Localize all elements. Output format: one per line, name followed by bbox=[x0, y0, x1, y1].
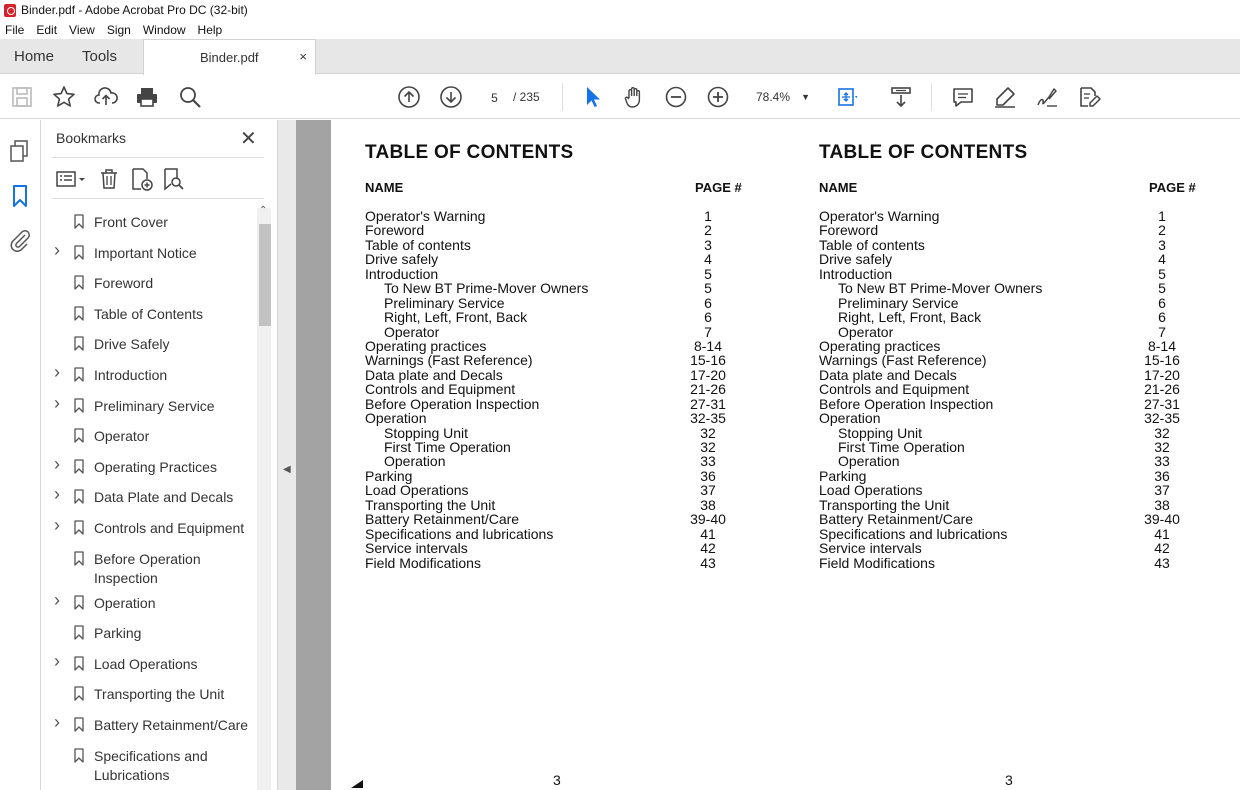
menu-file[interactable]: File bbox=[5, 22, 25, 37]
toc-entry bbox=[365, 483, 765, 497]
toc-entry-name: Service intervals bbox=[365, 540, 468, 557]
bookmark-label: Operating Practices bbox=[94, 458, 217, 475]
toc-entry-name: Operator bbox=[838, 323, 894, 340]
toc-entry bbox=[365, 281, 765, 295]
toc-entry-name: Right, Left, Front, Back bbox=[838, 309, 982, 326]
toc-entry bbox=[819, 339, 1219, 353]
toc-entry-page: 17-20 bbox=[690, 366, 726, 383]
expand-chevron-icon[interactable]: › bbox=[54, 453, 60, 474]
menu-edit[interactable]: Edit bbox=[36, 22, 58, 37]
bookmark-label: Drive Safely bbox=[94, 336, 170, 353]
toc-entry-name: Controls and Equipment bbox=[819, 381, 970, 398]
fit-page-icon[interactable] bbox=[834, 84, 860, 110]
toc-entry-page: 38 bbox=[1154, 496, 1170, 513]
toc-entry-name: Operator's Warning bbox=[819, 208, 940, 224]
bookmark-options-icon[interactable] bbox=[54, 166, 90, 192]
bookmark-label: Important Notice bbox=[94, 244, 197, 261]
find-bookmark-icon[interactable] bbox=[160, 166, 186, 192]
toc-entry-name: Battery Retainment/Care bbox=[365, 511, 520, 528]
toc-entry bbox=[819, 541, 1219, 555]
zoom-value: 78.4% bbox=[756, 90, 791, 104]
bookmark-item[interactable] bbox=[42, 619, 256, 650]
bookmark-icon bbox=[74, 367, 84, 382]
page-header: PAGE # bbox=[695, 180, 742, 195]
toc-entry-page: 27-31 bbox=[690, 395, 726, 412]
toc-entry-name: Warnings (Fast Reference) bbox=[819, 352, 987, 369]
toc-entry-name: Specifications and lubrications bbox=[819, 525, 1008, 542]
toc-entry-name: Operation bbox=[365, 410, 427, 427]
bookmark-item[interactable] bbox=[42, 589, 256, 620]
toc-entry-page: 42 bbox=[700, 540, 716, 557]
toc-entry bbox=[365, 440, 765, 454]
toc-entry-page: 6 bbox=[1158, 294, 1166, 311]
bookmark-item[interactable] bbox=[42, 514, 256, 545]
toc-entry-name: Parking bbox=[365, 467, 413, 484]
toc-entry bbox=[365, 512, 765, 526]
document-tab-label: Binder.pdf bbox=[200, 50, 259, 65]
toc-entry-name: Table of contents bbox=[365, 236, 471, 253]
toc-entry-name: Operator bbox=[384, 323, 440, 340]
bookmark-tools bbox=[54, 164, 192, 194]
toc-entry bbox=[819, 353, 1219, 367]
bookmark-label: Operation bbox=[94, 594, 156, 611]
toc-entry bbox=[365, 252, 765, 266]
page-header: PAGE # bbox=[1149, 180, 1196, 195]
expand-chevron-icon[interactable]: › bbox=[54, 392, 60, 413]
toc-entry bbox=[819, 397, 1219, 411]
toc-entry-page: 3 bbox=[704, 236, 712, 253]
bookmark-item[interactable] bbox=[42, 422, 256, 453]
tab-tools[interactable]: Tools bbox=[82, 48, 118, 65]
print-icon[interactable] bbox=[134, 84, 160, 110]
hand-icon[interactable] bbox=[621, 84, 647, 110]
toc-entry bbox=[365, 498, 765, 512]
bookmark-label: Battery Retainment/Care bbox=[94, 716, 249, 733]
toc-entry-page: 8-14 bbox=[1147, 337, 1177, 354]
toc-entry-name: Service intervals bbox=[819, 540, 922, 557]
bookmark-label: Data Plate and Decals bbox=[94, 489, 234, 506]
bookmark-item[interactable] bbox=[42, 742, 256, 786]
save-icon[interactable] bbox=[9, 84, 35, 110]
bookmark-icon bbox=[74, 520, 84, 535]
toc-entry-page: 5 bbox=[704, 280, 712, 297]
toc-entry-name: Operation bbox=[819, 410, 881, 427]
bookmark-icon bbox=[74, 398, 84, 413]
toc-entry bbox=[819, 498, 1219, 512]
toc-entry-page: 4 bbox=[704, 251, 712, 268]
toc-entry-page: 39-40 bbox=[690, 511, 726, 528]
toc-entry bbox=[819, 223, 1219, 237]
bookmark-label: Operator bbox=[94, 428, 150, 445]
bookmark-icon bbox=[74, 214, 84, 229]
toc-entry-page: 6 bbox=[1158, 309, 1166, 326]
toc-entry-name: Transporting the Unit bbox=[365, 496, 496, 513]
toc-entry-page: 36 bbox=[1154, 467, 1170, 484]
toc-entry bbox=[365, 556, 765, 570]
page-corner-marker bbox=[351, 780, 363, 788]
expand-chevron-icon[interactable]: › bbox=[54, 514, 60, 535]
toc-entry-name: Foreword bbox=[365, 222, 425, 239]
toc-entry-page: 5 bbox=[1158, 280, 1166, 297]
toc-entry-name: Preliminary Service bbox=[384, 294, 505, 311]
bookmark-icon bbox=[74, 656, 84, 671]
menu-view[interactable]: View bbox=[69, 22, 95, 37]
toc-entry bbox=[365, 527, 765, 541]
toc-entry bbox=[365, 426, 765, 440]
expand-chevron-icon[interactable]: › bbox=[54, 239, 60, 260]
toc-entry-page: 32 bbox=[1154, 424, 1170, 441]
toc-entry-page: 33 bbox=[1154, 453, 1170, 470]
delete-bookmark-icon[interactable] bbox=[96, 166, 122, 192]
toc-entry-page: 5 bbox=[1158, 265, 1166, 282]
toc-entry bbox=[365, 339, 765, 353]
divider bbox=[52, 198, 264, 199]
toc-entry-name: Warnings (Fast Reference) bbox=[365, 352, 533, 369]
toc-entry bbox=[365, 296, 765, 310]
toc-entry-page: 27-31 bbox=[1144, 395, 1180, 412]
toc-entry-page: 1 bbox=[704, 208, 712, 224]
page-number-input[interactable]: 5 bbox=[491, 91, 498, 105]
bookmark-icon bbox=[74, 306, 84, 321]
bookmark-item[interactable] bbox=[42, 483, 256, 514]
bookmark-icon bbox=[74, 717, 84, 732]
toc-entry-page: 32-35 bbox=[1144, 410, 1180, 427]
document-gutter bbox=[296, 120, 331, 790]
toc-entry-name: Before Operation Inspection bbox=[819, 395, 994, 412]
scroll-mode-icon[interactable] bbox=[888, 84, 914, 110]
bookmark-label: Parking bbox=[94, 625, 142, 642]
toc-entry bbox=[365, 310, 765, 324]
bookmark-item[interactable] bbox=[42, 392, 256, 423]
toc-entry-name: Operation bbox=[384, 453, 446, 470]
toc-entry-page: 43 bbox=[1154, 554, 1170, 571]
toc-entry-page: 2 bbox=[1158, 222, 1166, 239]
toc-entry-name: Load Operations bbox=[819, 482, 923, 499]
chevron-down-icon: ▼ bbox=[801, 92, 810, 102]
bookmark-label: Load Operations bbox=[94, 655, 198, 672]
toc-entry bbox=[365, 382, 765, 396]
toc-entry-page: 15-16 bbox=[690, 352, 726, 369]
toc-entry-name: Field Modifications bbox=[819, 554, 935, 571]
toc-entry bbox=[365, 411, 765, 425]
toc-entry-name: Operator's Warning bbox=[365, 208, 486, 224]
toc-entry-page: 1 bbox=[1158, 208, 1166, 224]
toc-entry bbox=[819, 527, 1219, 541]
toc-entry bbox=[365, 238, 765, 252]
bookmark-icon bbox=[74, 489, 84, 504]
attachments-icon[interactable] bbox=[8, 228, 32, 252]
menu-window[interactable]: Window bbox=[142, 22, 186, 37]
find-icon[interactable] bbox=[177, 84, 203, 110]
main-toolbar bbox=[0, 75, 1240, 119]
toc-entry bbox=[365, 267, 765, 281]
expand-chevron-icon[interactable]: › bbox=[54, 361, 60, 382]
toc-entry bbox=[819, 267, 1219, 281]
bookmark-item[interactable] bbox=[42, 208, 256, 239]
toc-entry-name: Operating practices bbox=[819, 337, 941, 354]
toc-entry bbox=[819, 411, 1219, 425]
toc-entry-name: To New BT Prime-Mover Owners bbox=[384, 280, 589, 297]
zoom-select[interactable] bbox=[748, 87, 814, 107]
toc-entry-name: Drive safely bbox=[819, 251, 893, 268]
bookmark-icon bbox=[74, 625, 84, 640]
highlight-icon[interactable] bbox=[992, 84, 1018, 110]
toc-entry-name: Specifications and lubrications bbox=[365, 525, 554, 542]
toc-entry-page: 4 bbox=[1158, 251, 1166, 268]
toc-entry-name: To New BT Prime-Mover Owners bbox=[838, 280, 1043, 297]
toc-entry-name: First Time Operation bbox=[838, 439, 965, 455]
toc-entry-page: 7 bbox=[704, 323, 712, 340]
toc-entry bbox=[365, 325, 765, 339]
edit-pdf-icon[interactable] bbox=[1076, 84, 1102, 110]
bookmark-icon bbox=[74, 595, 84, 610]
toc-entry-page: 15-16 bbox=[1144, 352, 1180, 369]
divider bbox=[52, 157, 264, 158]
toc-entry-name: Data plate and Decals bbox=[365, 366, 503, 383]
toc-entry bbox=[819, 454, 1219, 468]
toc-entry bbox=[819, 209, 1219, 223]
toc-entry bbox=[819, 325, 1219, 339]
toc-entry bbox=[365, 353, 765, 367]
fill-sign-icon[interactable] bbox=[1034, 84, 1060, 110]
toc-entry-name: Data plate and Decals bbox=[819, 366, 957, 383]
bookmark-icon bbox=[74, 336, 84, 351]
toc-entry-page: 37 bbox=[1154, 482, 1170, 499]
zoom-in-icon[interactable] bbox=[705, 84, 731, 110]
toc-entry-name: Stopping Unit bbox=[384, 424, 469, 441]
toc-entry-page: 8-14 bbox=[693, 337, 723, 354]
toc-entry bbox=[819, 252, 1219, 266]
toc-rows bbox=[365, 209, 765, 570]
toc-entry bbox=[365, 541, 765, 555]
menu-help[interactable]: Help bbox=[197, 22, 223, 37]
title-bar bbox=[0, 0, 1240, 20]
collapse-arrow-icon[interactable]: ◀ bbox=[283, 464, 291, 475]
bookmark-item[interactable] bbox=[42, 269, 256, 300]
toc-entry-name: First Time Operation bbox=[384, 439, 511, 455]
toc-entry-page: 41 bbox=[700, 525, 716, 542]
comment-icon[interactable] bbox=[950, 84, 976, 110]
bookmark-icon bbox=[74, 275, 84, 290]
bookmark-item[interactable] bbox=[42, 361, 256, 392]
bookmark-icon bbox=[74, 551, 84, 566]
toc-entry bbox=[365, 368, 765, 382]
close-panel-icon[interactable]: ✕ bbox=[240, 128, 257, 150]
scroll-up-icon[interactable]: ⌃ bbox=[259, 205, 268, 216]
bookmarks-scrollbar[interactable] bbox=[257, 205, 271, 790]
page-footer-number: 3 bbox=[1005, 772, 1013, 788]
toc-entry-page: 36 bbox=[700, 467, 716, 484]
toc-entry bbox=[819, 382, 1219, 396]
toc-entry-name: Parking bbox=[819, 467, 867, 484]
bookmark-item[interactable] bbox=[42, 330, 256, 361]
bookmark-list bbox=[42, 208, 256, 786]
toc-entry-name: Load Operations bbox=[365, 482, 469, 499]
bookmarks-panel-icon[interactable] bbox=[8, 184, 32, 208]
page-thumbnails-icon[interactable] bbox=[8, 139, 32, 163]
toc-entry-page: 32 bbox=[700, 439, 716, 455]
bookmark-item[interactable] bbox=[42, 300, 256, 331]
toc-entry-name: Table of contents bbox=[819, 236, 925, 253]
page-total: / 235 bbox=[513, 90, 540, 104]
document-page bbox=[331, 120, 1240, 790]
zoom-out-icon[interactable] bbox=[663, 84, 689, 110]
toc-entry-page: 5 bbox=[704, 265, 712, 282]
bookmark-star-icon[interactable] bbox=[51, 84, 77, 110]
bookmark-label: Before Operation Inspection bbox=[94, 550, 201, 586]
tab-home[interactable]: Home bbox=[14, 48, 55, 65]
toc-title: TABLE OF CONTENTS bbox=[819, 142, 1028, 163]
toc-entry bbox=[819, 238, 1219, 252]
toc-entry bbox=[365, 209, 765, 223]
window-title: Binder.pdf - Adobe Acrobat Pro DC (32-bit) bbox=[21, 3, 248, 17]
toc-entry bbox=[365, 469, 765, 483]
expand-chevron-icon[interactable]: › bbox=[54, 650, 60, 671]
toc-entry-name: Controls and Equipment bbox=[365, 381, 516, 398]
toc-entry bbox=[365, 223, 765, 237]
bookmark-item[interactable] bbox=[42, 453, 256, 484]
toc-entry-page: 21-26 bbox=[1144, 381, 1180, 398]
toc-entry-name: Operating practices bbox=[365, 337, 487, 354]
name-header: NAME bbox=[819, 180, 858, 195]
bookmark-label: Specifications and Lubrications bbox=[94, 747, 208, 783]
toc-entry-page: 3 bbox=[1158, 236, 1166, 253]
toc-rows bbox=[819, 209, 1219, 570]
toc-entry-name: Introduction bbox=[365, 265, 439, 282]
toc-entry-page: 6 bbox=[704, 309, 712, 326]
page-down-icon[interactable] bbox=[438, 84, 464, 110]
toc-entry-page: 2 bbox=[704, 222, 712, 239]
toc-entry bbox=[819, 483, 1219, 497]
bookmarks-panel bbox=[42, 120, 278, 790]
bookmarks-panel-title: Bookmarks bbox=[56, 130, 127, 146]
expand-chevron-icon[interactable]: › bbox=[54, 484, 60, 505]
bookmark-icon bbox=[74, 245, 84, 260]
bookmark-icon bbox=[74, 459, 84, 474]
toc-entry-name: Transporting the Unit bbox=[819, 496, 950, 513]
toc-entry-page: 17-20 bbox=[1144, 366, 1180, 383]
toc-entry-page: 42 bbox=[1154, 540, 1170, 557]
expand-chevron-icon[interactable]: › bbox=[54, 711, 60, 732]
toc-entry bbox=[819, 512, 1219, 526]
scrollbar-thumb[interactable] bbox=[259, 224, 271, 326]
bookmark-icon bbox=[74, 686, 84, 701]
toc-entry-page: 39-40 bbox=[1144, 511, 1180, 528]
toc-entry-name: Right, Left, Front, Back bbox=[384, 309, 528, 326]
select-cursor-icon[interactable] bbox=[580, 84, 606, 110]
bookmark-item[interactable] bbox=[42, 545, 256, 589]
bookmark-label: Introduction bbox=[94, 366, 168, 383]
tab-bar bbox=[0, 39, 1240, 74]
toc-title: TABLE OF CONTENTS bbox=[365, 142, 574, 163]
new-bookmark-icon[interactable] bbox=[128, 166, 154, 192]
toc-entry-page: 38 bbox=[700, 496, 716, 513]
bookmark-label: Foreword bbox=[94, 275, 154, 292]
toc-entry bbox=[819, 281, 1219, 295]
toc-entry-name: Introduction bbox=[819, 265, 893, 282]
bookmark-icon bbox=[74, 748, 84, 763]
toc-entry-page: 21-26 bbox=[690, 381, 726, 398]
bookmark-label: Front Cover bbox=[94, 214, 168, 230]
toc-entry-page: 32 bbox=[700, 424, 716, 441]
toc-entry-page: 32 bbox=[1154, 439, 1170, 455]
bookmark-icon bbox=[74, 428, 84, 443]
bookmark-item[interactable] bbox=[42, 680, 256, 711]
toolbar-divider bbox=[931, 83, 932, 111]
close-tab-icon[interactable]: × bbox=[299, 49, 307, 64]
upload-cloud-icon[interactable] bbox=[93, 84, 119, 110]
tab-document[interactable] bbox=[143, 39, 316, 75]
toc-entry bbox=[365, 454, 765, 468]
toc-entry-page: 6 bbox=[704, 294, 712, 311]
toc-entry-name: Before Operation Inspection bbox=[365, 395, 540, 412]
bookmark-item[interactable] bbox=[42, 711, 256, 742]
menu-bar bbox=[0, 20, 1240, 39]
page-up-icon[interactable] bbox=[396, 84, 422, 110]
toc-entry bbox=[819, 440, 1219, 454]
toc-entry-name: Operation bbox=[838, 453, 900, 470]
toc-entry bbox=[365, 397, 765, 411]
toc-entry-name: Drive safely bbox=[365, 251, 439, 268]
acrobat-app-icon bbox=[4, 4, 16, 17]
bookmark-item[interactable] bbox=[42, 650, 256, 681]
toc-entry-page: 43 bbox=[700, 554, 716, 571]
toc-entry-name: Field Modifications bbox=[365, 554, 481, 571]
toc-entry-name: Foreword bbox=[819, 222, 879, 239]
toc-entry-name: Preliminary Service bbox=[838, 294, 959, 311]
expand-chevron-icon[interactable]: › bbox=[54, 589, 60, 610]
toc-entry-name: Stopping Unit bbox=[838, 424, 923, 441]
left-nav-strip bbox=[0, 120, 41, 790]
toc-entry bbox=[819, 368, 1219, 382]
toc-entry bbox=[819, 296, 1219, 310]
toc-entry bbox=[819, 310, 1219, 324]
toc-entry-page: 33 bbox=[700, 453, 716, 470]
toc-entry-name: Battery Retainment/Care bbox=[819, 511, 974, 528]
toc-entry-page: 41 bbox=[1154, 525, 1170, 542]
toc-entry-page: 7 bbox=[1158, 323, 1166, 340]
toolbar-divider bbox=[562, 83, 563, 111]
toc-entry bbox=[819, 556, 1219, 570]
toc-entry-page: 32-35 bbox=[690, 410, 726, 427]
toc-entry bbox=[819, 426, 1219, 440]
bookmark-label: Transporting the Unit bbox=[94, 686, 225, 703]
name-header: NAME bbox=[365, 180, 404, 195]
menu-sign[interactable]: Sign bbox=[106, 22, 131, 37]
page-footer-number: 3 bbox=[553, 772, 561, 788]
bookmark-label: Preliminary Service bbox=[94, 397, 215, 414]
bookmark-label: Table of Contents bbox=[94, 305, 203, 322]
bookmark-item[interactable] bbox=[42, 239, 256, 270]
toc-entry bbox=[819, 469, 1219, 483]
bookmark-label: Controls and Equipment bbox=[94, 519, 245, 536]
toc-entry-page: 37 bbox=[700, 482, 716, 499]
panel-collapse-handle[interactable] bbox=[278, 120, 296, 790]
